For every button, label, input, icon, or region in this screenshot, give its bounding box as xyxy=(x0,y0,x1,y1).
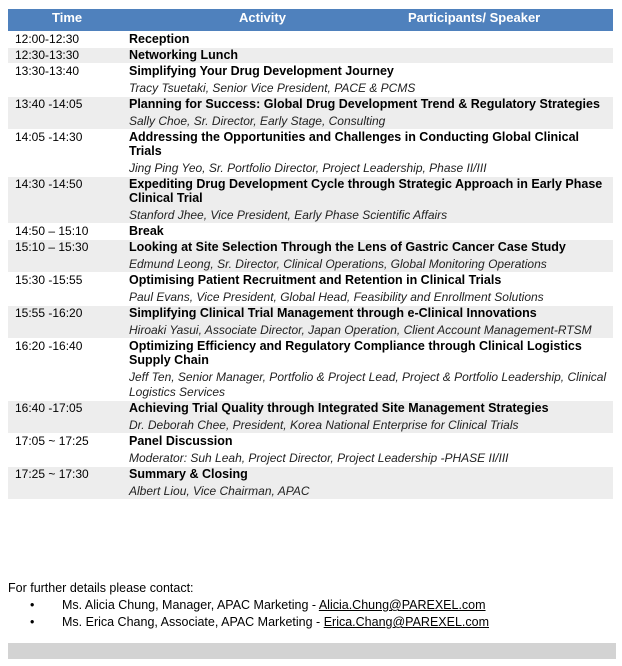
row-content xyxy=(129,401,613,433)
row-time: 12:00-12:30 xyxy=(15,32,80,46)
activity-title: Networking Lunch xyxy=(129,48,239,62)
activity-title: Break xyxy=(129,224,164,238)
header-participants: Participants/ Speaker xyxy=(408,10,541,25)
row-time: 15:30 -15:55 xyxy=(15,273,83,287)
agenda-row xyxy=(8,400,613,433)
speaker: Jing Ping Yeo, Sr. Portfolio Director, Project Leadership, Phase II/III xyxy=(129,161,487,175)
contact-text: Ms. Erica Chang, Associate, APAC Marketing - xyxy=(62,615,324,629)
activity-title: Reception xyxy=(129,32,190,46)
row-time: 16:20 -16:40 xyxy=(15,339,83,353)
speaker: Tracy Tsuetaki, Senior Vice President, PACE & PCMS xyxy=(129,81,416,95)
activity-title: Optimizing Efficiency and Regulatory Compliance through Clinical Logistics Supply Chain xyxy=(129,339,582,367)
agenda-row xyxy=(8,305,613,338)
contact-section xyxy=(8,580,489,631)
row-content xyxy=(129,97,613,129)
activity-title: Simplifying Clinical Trial Management through e-Clinical Innovations xyxy=(129,306,537,320)
contact-text: Ms. Alicia Chung, Manager, APAC Marketing - xyxy=(62,598,319,612)
row-time: 17:25 ~ 17:30 xyxy=(15,467,89,481)
speaker: Hiroaki Yasui, Associate Director, Japan Operation, Client Account Management-RTSM xyxy=(129,323,592,337)
row-time: 12:30-13:30 xyxy=(15,48,80,62)
row-content xyxy=(129,64,613,96)
agenda-row xyxy=(8,31,613,47)
row-content xyxy=(129,434,613,466)
activity-title: Achieving Trial Quality through Integrated Site Management Strategies xyxy=(129,401,549,415)
agenda-row xyxy=(8,272,613,305)
activity-title: Summary & Closing xyxy=(129,467,248,481)
activity-title: Addressing the Opportunities and Challenges in Conducting Global Clinical Trials xyxy=(129,130,580,158)
row-time: 14:05 -14:30 xyxy=(15,130,83,144)
row-time: 14:50 – 15:10 xyxy=(15,224,89,238)
table-header xyxy=(8,9,613,31)
agenda-row xyxy=(8,239,613,272)
row-time: 14:30 -14:50 xyxy=(15,177,83,191)
agenda-row xyxy=(8,96,613,129)
activity-title: Optimising Patient Recruitment and Retention in Clinical Trials xyxy=(129,273,502,287)
row-content xyxy=(129,467,613,499)
activity-title: Planning for Success: Global Drug Development Trend & Regulatory Strategies xyxy=(129,97,600,111)
contact-item xyxy=(8,597,489,614)
agenda-row xyxy=(8,129,613,176)
activity-title: Panel Discussion xyxy=(129,434,233,448)
row-time: 15:10 – 15:30 xyxy=(15,240,89,254)
agenda-row xyxy=(8,47,613,63)
row-content xyxy=(129,48,613,63)
agenda-table xyxy=(8,9,613,499)
agenda-row xyxy=(8,338,613,400)
row-time: 17:05 ~ 17:25 xyxy=(15,434,89,448)
contact-email-link[interactable]: Alicia.Chung@PAREXEL.com xyxy=(318,598,486,612)
agenda-row xyxy=(8,63,613,96)
row-time: 13:30-13:40 xyxy=(15,64,80,78)
row-content xyxy=(129,177,613,223)
header-time: Time xyxy=(52,10,83,25)
speaker: Stanford Jhee, Vice President, Early Phase Scientific Affairs xyxy=(129,208,448,222)
row-content xyxy=(129,224,613,239)
contact-list xyxy=(8,597,489,631)
speaker: Dr. Deborah Chee, President, Korea National Enterprise for Clinical Trials xyxy=(129,418,519,432)
bullet: • xyxy=(30,598,35,612)
speaker: Sally Choe, Sr. Director, Early Stage, Consulting xyxy=(129,114,386,128)
speaker: Edmund Leong, Sr. Director, Clinical Operations, Global Monitoring Operations xyxy=(129,257,547,271)
contact-email-link[interactable]: Erica.Chang@PAREXEL.com xyxy=(323,615,489,629)
row-time: 15:55 -16:20 xyxy=(15,306,83,320)
row-content xyxy=(129,130,613,176)
row-content xyxy=(129,32,613,47)
speaker: Jeff Ten, Senior Manager, Portfolio & Project Lead, Project & Portfolio Leadership, Clinical Logistics Services xyxy=(129,370,607,399)
speaker: Moderator: Suh Leah, Project Director, Project Leadership -PHASE II/III xyxy=(129,451,509,465)
agenda-row xyxy=(8,176,613,223)
contact-intro: For further details please contact: xyxy=(8,581,194,595)
header-activity: Activity xyxy=(239,10,286,25)
activity-title: Expediting Drug Development Cycle through Strategic Approach in Early Phase Clinical Trial xyxy=(129,177,603,205)
activity-title: Simplifying Your Drug Development Journey xyxy=(129,64,394,78)
speaker: Albert Liou, Vice Chairman, APAC xyxy=(129,484,310,498)
footer-bar xyxy=(8,643,616,659)
row-time: 16:40 -17:05 xyxy=(15,401,83,415)
row-content xyxy=(129,339,613,400)
agenda-row xyxy=(8,223,613,239)
row-time: 13:40 -14:05 xyxy=(15,97,83,111)
row-content xyxy=(129,273,613,305)
agenda-row xyxy=(8,433,613,466)
agenda-row xyxy=(8,466,613,499)
row-content xyxy=(129,306,613,338)
row-content xyxy=(129,240,613,272)
speaker: Paul Evans, Vice President, Global Head, Feasibility and Enrollment Solutions xyxy=(129,290,544,304)
contact-item xyxy=(8,614,489,631)
agenda-rows xyxy=(8,31,613,499)
bullet: • xyxy=(30,615,35,629)
activity-title: Looking at Site Selection Through the Lens of Gastric Cancer Case Study xyxy=(129,240,566,254)
